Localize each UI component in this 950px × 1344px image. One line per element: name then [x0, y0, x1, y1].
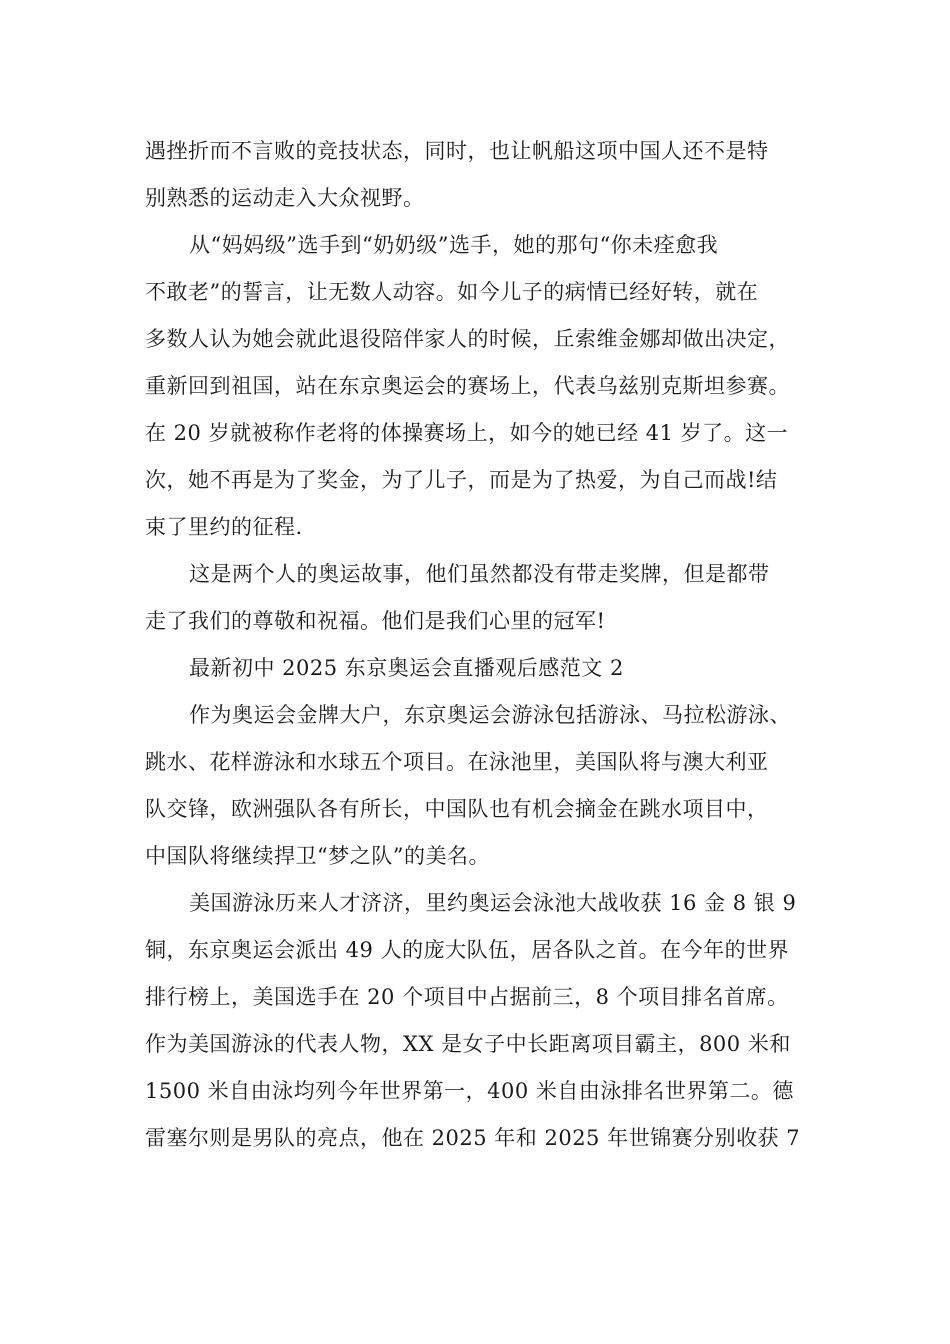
text-line: 铜，东京奥运会派出 49 人的庞大队伍，居各队之首。在今年的世界 — [145, 938, 790, 962]
text-line: 在 20 岁就被称作老将的体操赛场上，如今的她已经 41 岁了。这一 — [145, 421, 789, 445]
document-body — [145, 128, 825, 1162]
text-line: 中国队将继续捍卫“梦之队”的美名。 — [145, 844, 490, 868]
text-line: 重新回到祖国，站在东京奥运会的赛场上，代表乌兹别克斯坦参赛。 — [145, 374, 790, 398]
text-line: 跳水、花样游泳和水球五个项目。在泳池里，美国队将与澳大利亚 — [145, 750, 769, 774]
text-line: 次，她不再是为了奖金，为了儿子，而是为了热爱，为自己而战!结 — [145, 468, 778, 492]
text-line: 多数人认为她会就此退役陪伴家人的时候，丘索维金娜却做出决定， — [145, 327, 790, 351]
text-line: 走了我们的尊敬和祝福。他们是我们心里的冠军! — [145, 609, 606, 633]
text-line: 束了里约的征程. — [145, 515, 303, 539]
text-line: 排行榜上，美国选手在 20 个项目中占据前三，8 个项目排名首席。 — [145, 985, 789, 1009]
text-line: 美国游泳历来人才济济，里约奥运会泳池大战收获 16 金 8 银 9 — [189, 891, 797, 915]
text-line: 雷塞尔则是男队的亮点，他在 2025 年和 2025 年世锦赛分别收获 7 — [145, 1126, 801, 1150]
text-line: 这是两个人的奥运故事，他们虽然都没有带走奖牌，但是都带 — [189, 562, 770, 586]
text-line: 遇挫折而不言败的竞技状态，同时，也让帆船这项中国人还不是特 — [145, 139, 769, 163]
text-line: 最新初中 2025 东京奥运会直播观后感范文 2 — [189, 656, 624, 680]
text-line: 别熟悉的运动走入大众视野。 — [145, 186, 425, 210]
text-line: 1500 米自由泳均列今年世界第一，400 米自由泳排名世界第二。德 — [145, 1079, 794, 1103]
text-line: 从“妈妈级”选手到“奶奶级”选手，她的那句“你未痊愈我 — [189, 233, 719, 257]
text-line: 队交锋，欧洲强队各有所长，中国队也有机会摘金在跳水项目中， — [145, 797, 769, 821]
text-line: 作为奥运会金牌大户，东京奥运会游泳包括游泳、马拉松游泳、 — [189, 703, 791, 727]
text-line: 不敢老”的誓言，让无数人动容。如今儿子的病情已经好转，就在 — [145, 280, 759, 304]
text-line: 作为美国游泳的代表人物，XX 是女子中长距离项目霸主，800 米和 — [145, 1032, 791, 1056]
